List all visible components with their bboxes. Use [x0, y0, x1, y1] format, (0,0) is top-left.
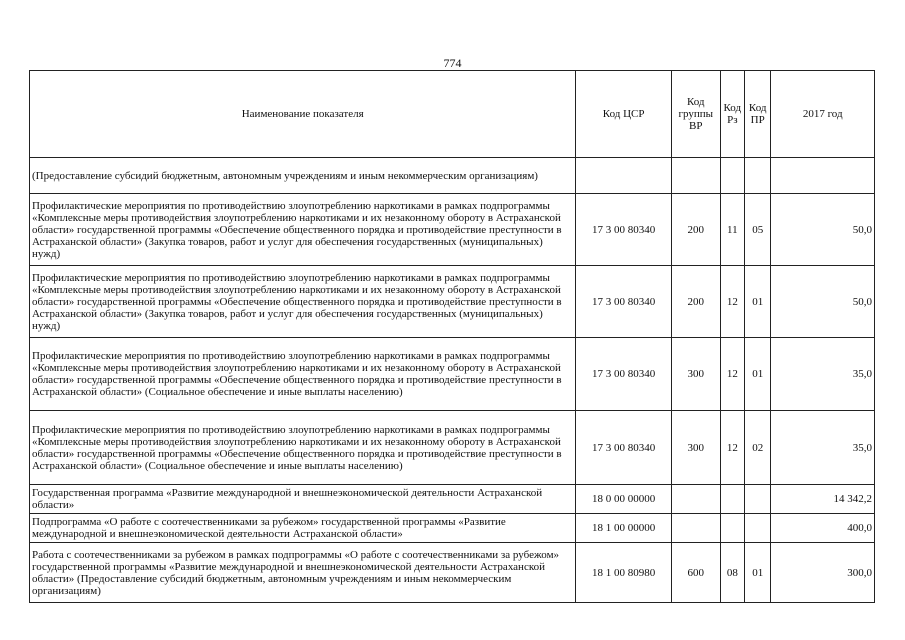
row-csr: 17 3 00 80340 [576, 194, 671, 266]
row-name: Подпрограмма «О работе с соотечественниками за рубежом» государственной программы «Развитие международной и внешнеэкономической деятельности Астраханской области» [30, 514, 576, 543]
row-rz [720, 158, 744, 194]
row-pr: 05 [745, 194, 771, 266]
row-csr [576, 158, 671, 194]
row-csr: 17 3 00 80340 [576, 411, 671, 485]
header-vr: Код группы ВР [671, 71, 720, 158]
table-row [30, 514, 875, 543]
row-rz: 12 [720, 338, 744, 411]
row-pr: 01 [745, 543, 771, 603]
header-pr: Код ПР [745, 71, 771, 158]
row-vr: 200 [671, 194, 720, 266]
row-rz: 08 [720, 543, 744, 603]
row-amount: 35,0 [771, 338, 875, 411]
header-csr: Код ЦСР [576, 71, 671, 158]
table-row [30, 158, 875, 194]
row-rz: 12 [720, 266, 744, 338]
header-rz: Код Рз [720, 71, 744, 158]
row-vr: 200 [671, 266, 720, 338]
row-vr [671, 158, 720, 194]
row-amount: 50,0 [771, 194, 875, 266]
row-rz: 11 [720, 194, 744, 266]
page-number: 774 [443, 56, 462, 70]
row-name: Профилактические мероприятия по противодействию злоупотреблению наркотиками в рамках подпрограммы «Комплексные меры противодействия злоупотреблению наркотиками и их незаконному обороту в Астраханской области» государственной программы «Обеспечение общественного порядка и противодействие преступности в Астраханской области» (Закупка товаров, работ и услуг для обеспечения государственных (муниципальных) нужд) [30, 266, 576, 338]
row-amount: 14 342,2 [771, 485, 875, 514]
table-row [30, 194, 875, 266]
row-vr: 300 [671, 411, 720, 485]
row-pr: 02 [745, 411, 771, 485]
row-pr [745, 485, 771, 514]
row-csr: 18 0 00 00000 [576, 485, 671, 514]
row-amount [771, 158, 875, 194]
row-rz [720, 485, 744, 514]
row-rz: 12 [720, 411, 744, 485]
table-row [30, 266, 875, 338]
header-year: 2017 год [771, 71, 875, 158]
row-name: Работа с соотечественниками за рубежом в рамках подпрограммы «О работе с соотечественниками за рубежом» государственной программы «Развитие международной и внешнеэкономической деятельности Астраханской области» (Предоставление субсидий бюджетным, автономным учреждениям и иным некоммерческим организациям) [30, 543, 576, 603]
row-vr [671, 514, 720, 543]
table-row [30, 485, 875, 514]
row-name: Профилактические мероприятия по противодействию злоупотреблению наркотиками в рамках подпрограммы «Комплексные меры противодействия злоупотреблению наркотиками и их незаконному обороту в Астраханской области» государственной программы «Обеспечение общественного порядка и противодействие преступности в Астраханской области» (Социальное обеспечение и иные выплаты населению) [30, 411, 576, 485]
table-row [30, 411, 875, 485]
row-vr: 600 [671, 543, 720, 603]
row-rz [720, 514, 744, 543]
row-amount: 50,0 [771, 266, 875, 338]
header-name: Наименование показателя [30, 71, 576, 158]
row-name: Государственная программа «Развитие международной и внешнеэкономической деятельности Астраханской области» [30, 485, 576, 514]
table-row [30, 543, 875, 603]
row-amount: 400,0 [771, 514, 875, 543]
row-amount: 35,0 [771, 411, 875, 485]
row-amount: 300,0 [771, 543, 875, 603]
row-pr: 01 [745, 338, 771, 411]
row-name: (Предоставление субсидий бюджетным, автономным учреждениям и иным некоммерческим организациям) [30, 158, 576, 194]
row-csr: 18 1 00 00000 [576, 514, 671, 543]
row-vr: 300 [671, 338, 720, 411]
row-csr: 17 3 00 80340 [576, 266, 671, 338]
row-vr [671, 485, 720, 514]
budget-table [29, 70, 875, 603]
row-pr [745, 514, 771, 543]
row-pr [745, 158, 771, 194]
row-csr: 17 3 00 80340 [576, 338, 671, 411]
row-csr: 18 1 00 80980 [576, 543, 671, 603]
row-name: Профилактические мероприятия по противодействию злоупотреблению наркотиками в рамках подпрограммы «Комплексные меры противодействия злоупотреблению наркотиками и их незаконному обороту в Астраханской области» государственной программы «Обеспечение общественного порядка и противодействие преступности в Астраханской области» (Социальное обеспечение и иные выплаты населению) [30, 338, 576, 411]
row-name: Профилактические мероприятия по противодействию злоупотреблению наркотиками в рамках подпрограммы «Комплексные меры противодействия злоупотреблению наркотиками и их незаконному обороту в Астраханской области» государственной программы «Обеспечение общественного порядка и противодействие преступности в Астраханской области» (Закупка товаров, работ и услуг для обеспечения государственных (муниципальных) нужд) [30, 194, 576, 266]
row-pr: 01 [745, 266, 771, 338]
table-header-row [30, 71, 875, 158]
table-row [30, 338, 875, 411]
